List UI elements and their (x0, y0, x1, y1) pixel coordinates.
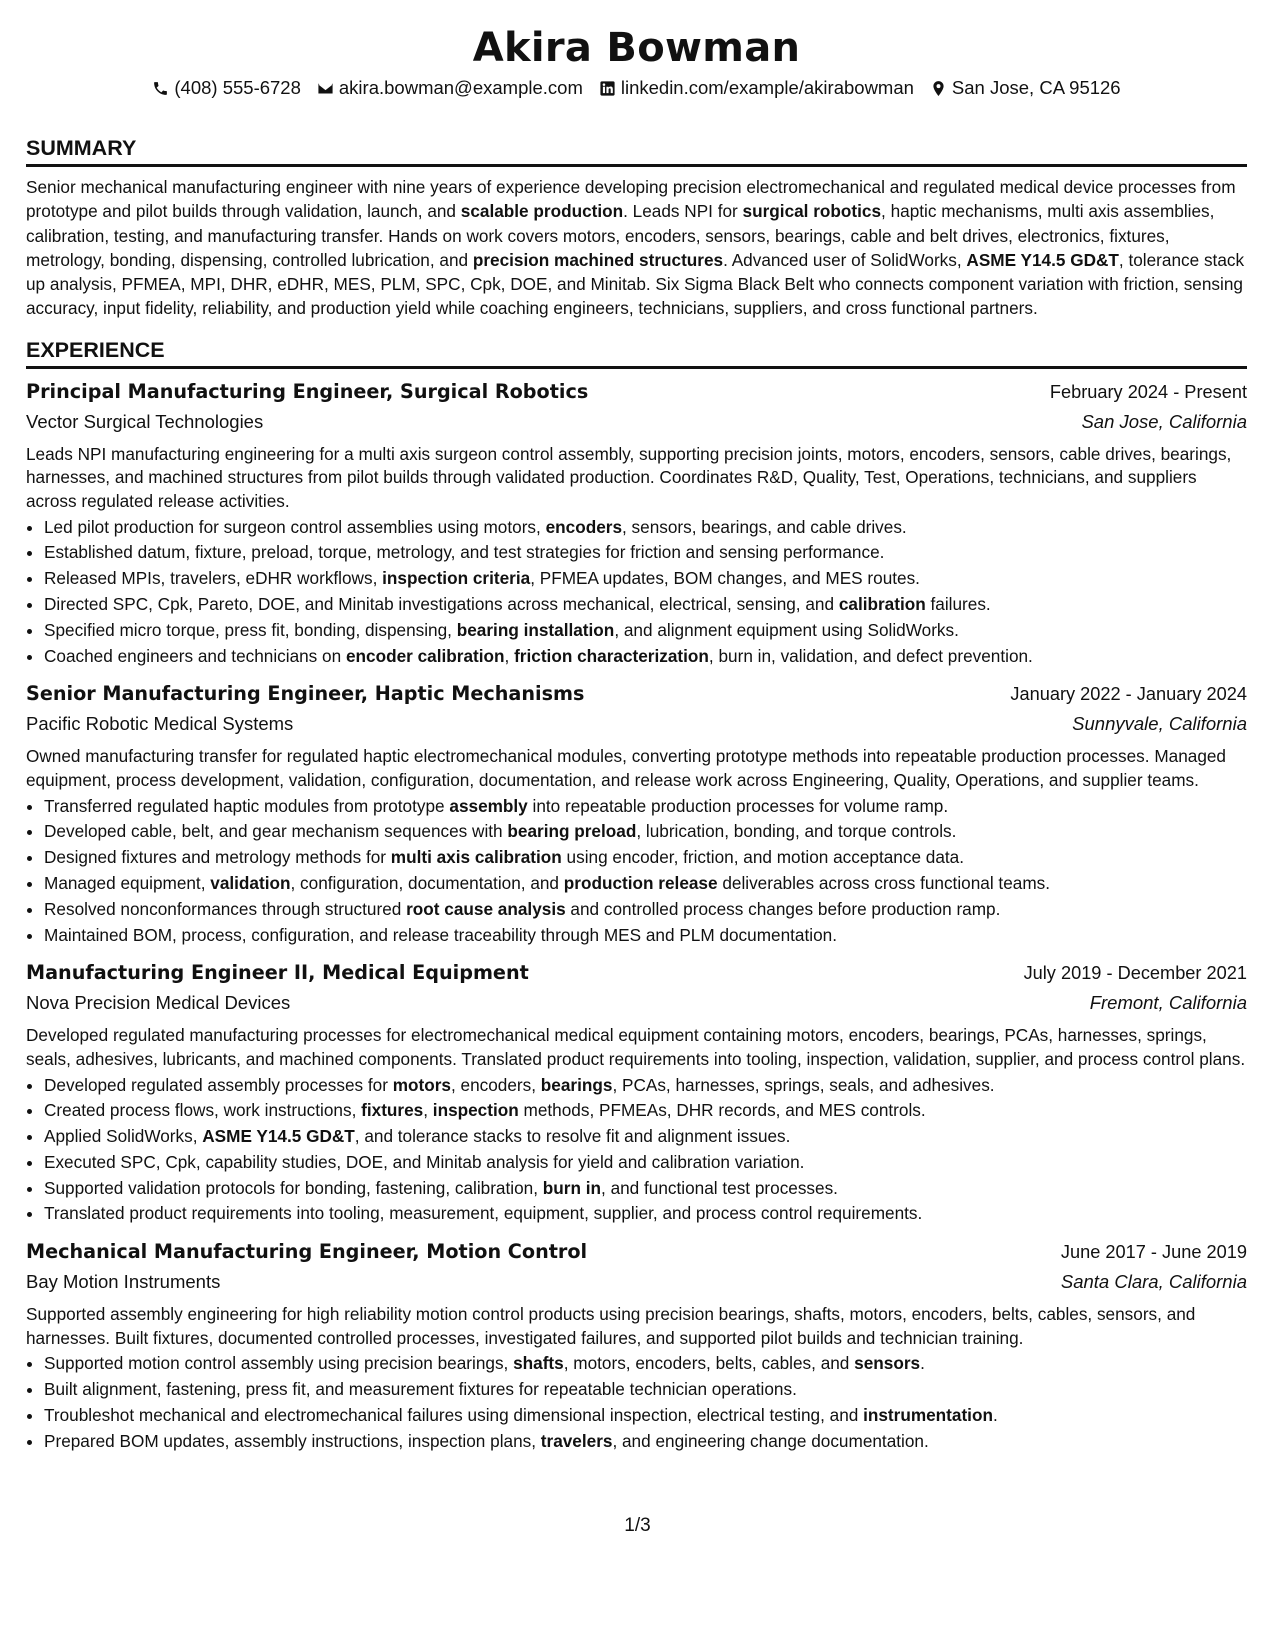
job-header-row (26, 1237, 1247, 1267)
contact-email[interactable] (317, 77, 583, 99)
job-title: Manufacturing Engineer II, Medical Equipment (26, 961, 529, 985)
job-bullet: • Established datum, fixture, preload, torque, metrology, and test strategies for friction and sensing performance. (44, 540, 1247, 566)
job-title: Principal Manufacturing Engineer, Surgical Robotics (26, 379, 589, 403)
job-list (26, 377, 1247, 1455)
job-description: Owned manufacturing transfer for regulated haptic electromechanical modules, converting prototype methods into repeatable production processes. Managed equipment, process development, validation, configuration, documentation, and release work across Engineering, Quality, Operations, and supplier teams. (26, 746, 1226, 790)
contact-linkedin[interactable] (599, 77, 914, 99)
job-location: San Jose, California (1081, 410, 1247, 432)
job-bullet: • Created process flows, work instructions, fixtures, inspection methods, PFMEAs, DHR records, and MES controls. (44, 1098, 1247, 1124)
job-bullet-list (26, 1351, 1247, 1454)
job-bullet: • Coached engineers and technicians on encoder calibration, friction characterization, burn in, validation, and defect prevention. (44, 644, 1247, 670)
job-bullet: • Designed fixtures and metrology methods for multi axis calibration using encoder, friction, and motion acceptance data. (44, 845, 1247, 871)
linkedin-icon (599, 80, 616, 97)
location-text: San Jose, CA 95126 (951, 77, 1121, 98)
job-bullet: • Developed regulated assembly processes for motors, encoders, bearings, PCAs, harnesses, springs, seals, and adhesives. (44, 1073, 1247, 1099)
job-bullet: • Managed equipment, validation, configuration, documentation, and production release deliverables across cross functional teams. (44, 871, 1247, 897)
job-bullet: • Transferred regulated haptic modules from prototype assembly into repeatable production processes for volume ramp. (44, 794, 1247, 820)
job-bullet: • Applied SolidWorks, ASME Y14.5 GD&T, and tolerance stacks to resolve fit and alignment issues. (44, 1124, 1247, 1150)
job-entry (26, 377, 1247, 670)
job-entry (26, 958, 1247, 1227)
job-company: Nova Precision Medical Devices (26, 992, 291, 1014)
job-location: Fremont, California (1089, 992, 1247, 1014)
envelope-icon (317, 80, 334, 97)
job-bullet: • Developed cable, belt, and gear mechanism sequences with bearing preload, lubrication, bonding, and torque controls. (44, 819, 1247, 845)
job-description: Leads NPI manufacturing engineering for a multi axis surgeon control assembly, supporting precision joints, motors, encoders, sensors, cable drives, bearings, harnesses, and machined structures from pilot builds through validated production. Coordinates R&D, Quality, Test, Operations, technicians, and suppliers across regulated release activities. (26, 443, 1232, 511)
job-header-row (26, 958, 1247, 988)
job-bullet: • Troubleshot mechanical and electromechanical failures using dimensional inspection, electrical testing, and instrumentation. (44, 1403, 1247, 1429)
job-title: Mechanical Manufacturing Engineer, Motion Control (26, 1240, 588, 1264)
map-pin-icon (930, 80, 947, 97)
job-bullet: • Executed SPC, Cpk, capability studies, DOE, and Minitab analysis for yield and calibration variation. (44, 1150, 1247, 1176)
job-entry (26, 679, 1247, 948)
job-bullet-list (26, 1073, 1247, 1228)
job-company: Bay Motion Instruments (26, 1271, 221, 1293)
job-description: Developed regulated manufacturing processes for electromechanical medical equipment containing motors, encoders, bearings, PCAs, harnesses, springs, seals, adhesives, lubricants, and machined components. Translated product requirements into tooling, inspection, validation, supplier, and process control plans. (26, 1025, 1246, 1069)
contact-location (930, 77, 1121, 99)
job-bullet: • Directed SPC, Cpk, Pareto, DOE, and Minitab investigations across mechanical, electrical, sensing, and calibration failures. (44, 592, 1247, 618)
job-entry (26, 1237, 1247, 1454)
phone-icon (152, 80, 169, 97)
job-company: Vector Surgical Technologies (26, 410, 264, 432)
phone-text: (408) 555-6728 (174, 77, 301, 98)
job-bullet-list (26, 794, 1247, 949)
linkedin-text: linkedin.com/example/akirabowman (620, 77, 914, 98)
section-title-summary: SUMMARY (26, 135, 1247, 167)
job-header-row (26, 377, 1247, 407)
job-bullet: • Specified micro torque, press fit, bonding, dispensing, bearing installation, and alignment equipment using SolidWorks. (44, 618, 1247, 644)
job-bullet: • Supported motion control assembly using precision bearings, shafts, motors, encoders, belts, cables, and sensors. (44, 1351, 1247, 1377)
job-bullet: • Translated product requirements into tooling, measurement, equipment, supplier, and process control requirements. (44, 1201, 1247, 1227)
job-location: Sunnyvale, California (1072, 713, 1247, 735)
job-company-row (26, 709, 1247, 739)
experience-section (26, 337, 1247, 1455)
email-text: akira.bowman@example.com (338, 77, 583, 98)
contact-bar (26, 77, 1247, 99)
job-bullet: • Released MPIs, travelers, eDHR workflows, inspection criteria, PFMEA updates, BOM changes, and MES routes. (44, 566, 1247, 592)
summary-section (26, 135, 1247, 321)
summary-text: Senior mechanical manufacturing engineer with nine years of experience developing precision electromechanical and regulated medical device processes from prototype and pilot builds through validation, launch, and scalable production. Leads NPI for surgical robotics, haptic mechanisms, multi axis assemblies, calibration, testing, and manufacturing transfer. Hands on work covers motors, encoders, sensors, bearings, cable and belt drives, electronics, fixtures, metrology, bonding, dispensing, controlled lubrication, and precision machined structures. Advanced user of SolidWorks, ASME Y14.5 GD&T, tolerance stack up analysis, PFMEA, MPI, DHR, eDHR, MES, PLM, SPC, Cpk, DOE, and Minitab. Six Sigma Black Belt who connects component variation with friction, sensing accuracy, input fidelity, reliability, and production yield while coaching engineers, technicians, suppliers, and cross functional partners. (26, 177, 1245, 319)
page-number: 1/3 (624, 1515, 651, 1536)
job-location: Santa Clara, California (1060, 1271, 1247, 1293)
job-dates: June 2017 - June 2019 (1060, 1242, 1247, 1263)
job-title: Senior Manufacturing Engineer, Haptic Mechanisms (26, 682, 585, 706)
job-company-row (26, 407, 1247, 437)
job-bullet: • Maintained BOM, process, configuration, and release traceability through MES and PLM documentation. (44, 923, 1247, 949)
job-description: Supported assembly engineering for high reliability motion control products using precision bearings, shafts, motors, encoders, belts, cables, sensors, and harnesses. Built fixtures, documented controlled processes, investigated failures, and supported pilot builds and technician training. (26, 1304, 1196, 1348)
job-bullet: • Prepared BOM updates, assembly instructions, inspection plans, travelers, and engineering change documentation. (44, 1429, 1247, 1455)
job-bullet: • Supported validation protocols for bonding, fastening, calibration, burn in, and functional test processes. (44, 1176, 1247, 1202)
job-bullet-list (26, 515, 1247, 670)
job-bullet: • Resolved nonconformances through structured root cause analysis and controlled process changes before production ramp. (44, 897, 1247, 923)
job-dates: February 2024 - Present (1049, 381, 1247, 402)
job-header-row (26, 679, 1247, 709)
job-company: Pacific Robotic Medical Systems (26, 713, 294, 735)
section-title-experience: EXPERIENCE (26, 337, 1247, 369)
contact-phone[interactable] (152, 77, 301, 99)
job-dates: January 2022 - January 2024 (1010, 684, 1247, 705)
job-dates: July 2019 - December 2021 (1023, 963, 1247, 984)
job-bullet: • Built alignment, fastening, press fit, and measurement fixtures for repeatable technician operations. (44, 1377, 1247, 1403)
job-company-row (26, 1267, 1247, 1297)
job-bullet: • Led pilot production for surgeon control assemblies using motors, encoders, sensors, bearings, and cable drives. (44, 515, 1247, 541)
candidate-name: Akira Bowman (472, 25, 801, 71)
resume-page (26, 0, 1247, 1455)
job-company-row (26, 988, 1247, 1018)
